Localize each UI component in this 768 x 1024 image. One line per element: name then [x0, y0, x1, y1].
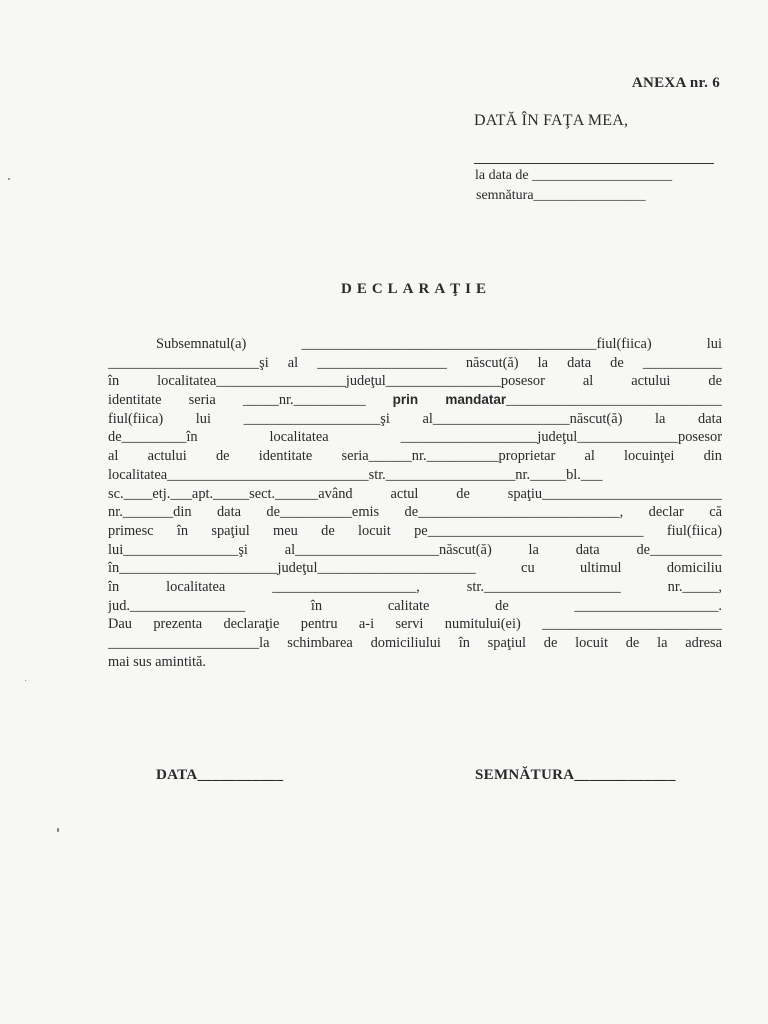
signature-blank-line	[474, 147, 714, 164]
declaration-line	[108, 391, 722, 410]
declaration-line-text: Dau prezenta declaraţie pentru a-i servi numitului(ei) _________________________	[108, 616, 722, 633]
footer-signature-field: SEMNĂTURA_____________	[475, 767, 676, 783]
declaration-line-text: _____________________la schimbarea domiciliului în spaţiul de locuit de la adresa	[108, 635, 722, 651]
declaration-line	[108, 634, 722, 653]
proxy-marker: prin mandatar	[392, 392, 507, 408]
declaration-line-text: fiul(fiica) lui ___________________şi al___________________născut(ă) la data	[108, 410, 722, 427]
declaration-line	[108, 615, 722, 634]
declaration-line	[108, 559, 722, 578]
declaration-line-text: al actului de identitate seria______nr.__________proprietar al locuinţei din	[108, 448, 722, 465]
declaration-body	[108, 335, 722, 671]
declaration-line	[108, 410, 722, 429]
declaration-line	[108, 485, 722, 504]
declaration-line	[108, 354, 722, 373]
declaration-line	[108, 653, 722, 672]
declaration-line	[108, 428, 722, 447]
scan-speck	[8, 178, 10, 180]
declaration-line	[108, 541, 722, 560]
declaration-line-text: localitatea____________________________str.__________________nr._____bl.___	[108, 466, 603, 483]
declaration-line-text: Subsemnatul(a) _________________________________________fiul(fiica) lui	[156, 336, 722, 352]
annex-number: ANEXA nr. 6	[631, 75, 720, 91]
declaration-line	[108, 335, 722, 354]
declaration-line	[108, 503, 722, 522]
footer-date-field: DATA___________	[156, 767, 284, 783]
on-date-field: la data de ____________________	[475, 168, 673, 183]
declaration-line	[108, 447, 722, 466]
declaration-line-text: în______________________judeţul______________________ cu ultimul domiciliu	[108, 560, 722, 577]
declaration-line-text: de_________în localitatea ___________________judeţul______________posesor	[108, 429, 722, 446]
given-before-me-heading: DATĂ ÎN FAŢA MEA,	[474, 112, 629, 129]
signature-field: semnătura________________	[476, 188, 646, 203]
declaration-line-text: mai sus amintită.	[108, 653, 206, 670]
declaration-line-text: lui________________şi al____________________născut(ă) la data de__________	[108, 541, 722, 558]
declaration-line-text: nr._______din data de__________emis de____________________________, declar că	[108, 504, 722, 521]
declaration-line-text: identitate seria _____nr.__________	[108, 392, 366, 409]
document-title: DECLARAŢIE	[340, 281, 492, 297]
declaration-line-text: _____________________şi al __________________ născut(ă) la data de ___________	[108, 354, 722, 371]
declaration-line-text: în localitatea__________________judeţul________________posesor al actului de	[108, 373, 722, 390]
scan-speck	[57, 828, 59, 832]
declaration-line	[108, 372, 722, 391]
declaration-line-text: sc.____etj.___apt._____sect.______având actul de spaţiu_________________________	[108, 485, 722, 502]
declaration-line	[108, 522, 722, 541]
declaration-line-text: în localitatea ____________________, str.___________________ nr._____,	[108, 578, 722, 595]
scan-speck	[25, 680, 26, 681]
declaration-line	[108, 578, 722, 597]
declaration-line-text: jud.________________ în calitate de ____________________.	[108, 597, 722, 614]
declaration-line-tail: ______________________________	[506, 392, 722, 409]
declaration-line	[108, 466, 722, 485]
declaration-line	[108, 597, 722, 616]
declaration-line-text: primesc în spaţiul meu de locuit pe______________________________ fiul(fiica)	[108, 522, 722, 539]
